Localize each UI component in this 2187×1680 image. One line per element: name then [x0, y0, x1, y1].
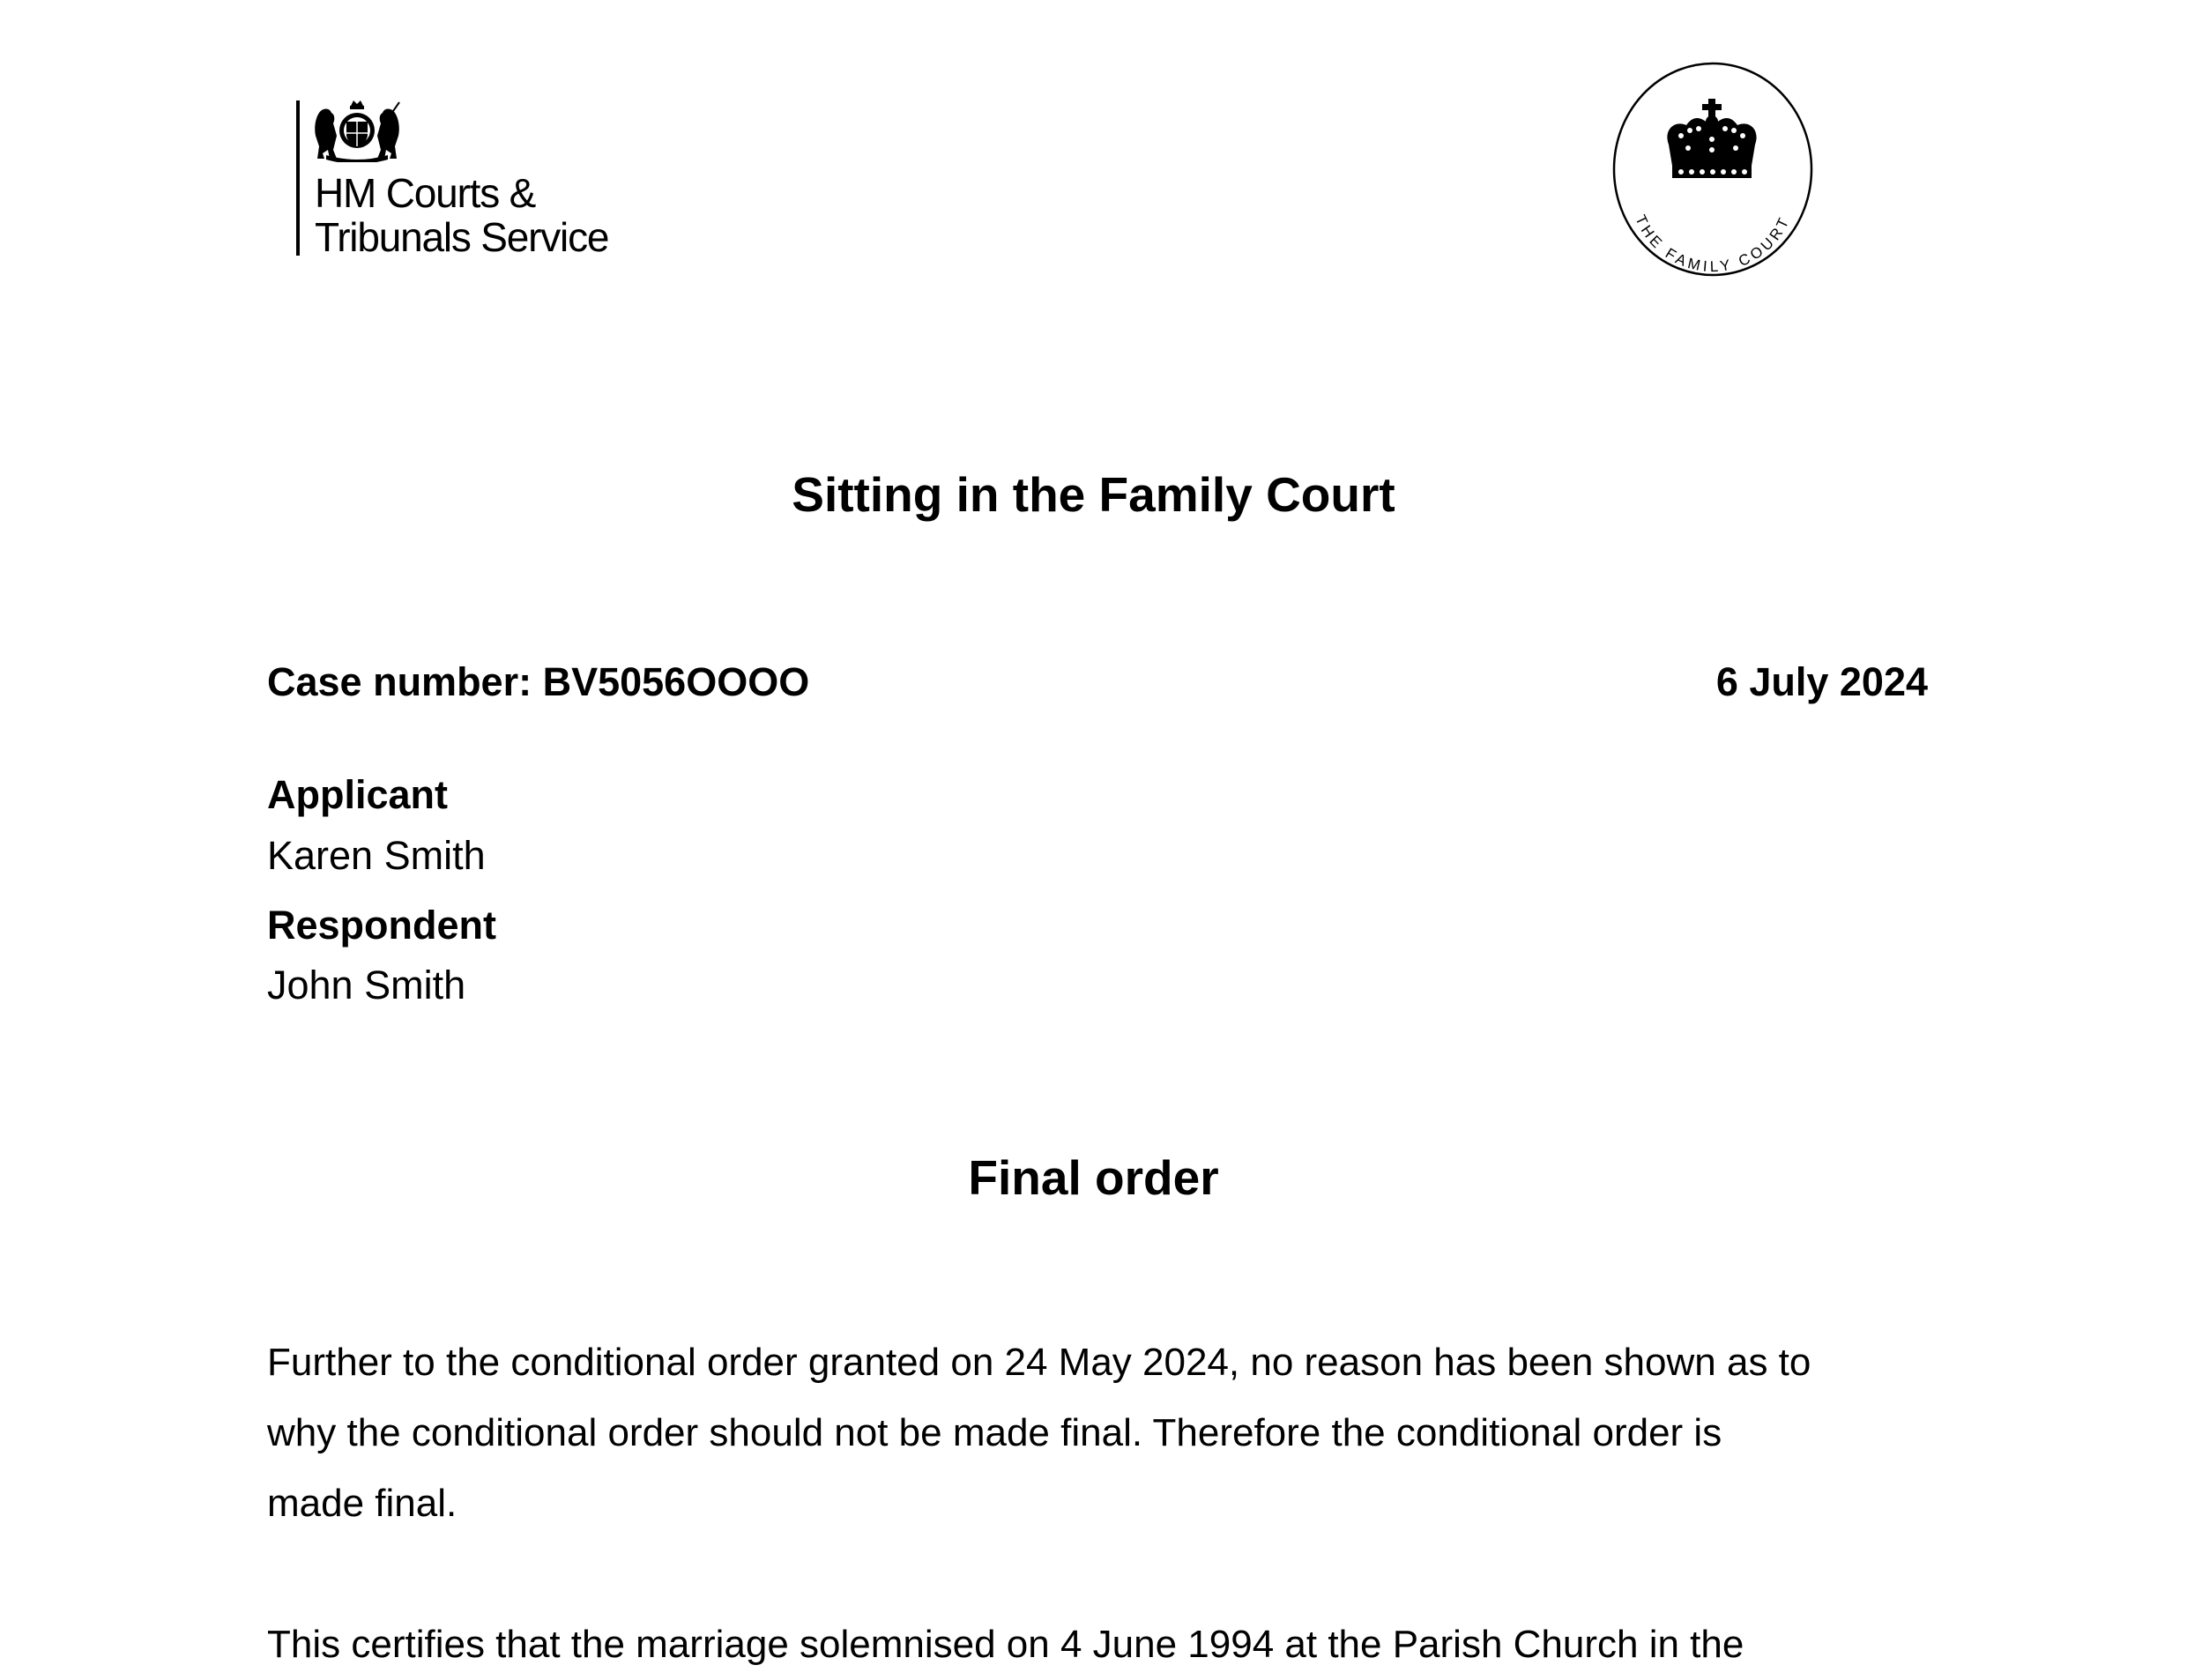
hmcts-logo: [296, 100, 649, 259]
respondent-name: John Smith: [267, 963, 466, 1007]
paragraph-line: Further to the conditional order granted on 24 May 2024, no reason has been shown as to: [267, 1341, 1811, 1384]
order-date: 6 July 2024: [1715, 659, 1928, 704]
applicant-name: Karen Smith: [267, 833, 486, 878]
certification-paragraph: [267, 1609, 1744, 1680]
applicant-label: Applicant: [267, 772, 449, 817]
order-heading: Final order: [968, 1150, 1219, 1205]
royal-coat-of-arms-icon: [314, 100, 400, 162]
logo-text-line2: Tribunals Service: [315, 214, 609, 260]
seal-text: THE FAMILY COURT: [1632, 212, 1794, 276]
paragraph-line: why the conditional order should not be made final. Therefore the conditional order is: [267, 1411, 1722, 1454]
logo-text: [315, 171, 608, 259]
crown-icon: [1667, 99, 1756, 178]
logo-text-line1: HM Courts &: [315, 170, 536, 216]
paragraph-line: This certifies that the marriage solemnised on 4 June 1994 at the Parish Church in the: [267, 1623, 1744, 1666]
order-paragraph: [267, 1327, 1811, 1539]
family-court-seal: [1610, 60, 1815, 279]
respondent-label: Respondent: [267, 903, 497, 948]
logo-divider: [296, 100, 300, 256]
case-number: Case number: BV5056OOOO: [267, 659, 810, 704]
court-heading: Sitting in the Family Court: [792, 467, 1395, 522]
paragraph-line: made final.: [267, 1482, 457, 1525]
svg-text:THE FAMILY COURT: [1632, 212, 1794, 275]
